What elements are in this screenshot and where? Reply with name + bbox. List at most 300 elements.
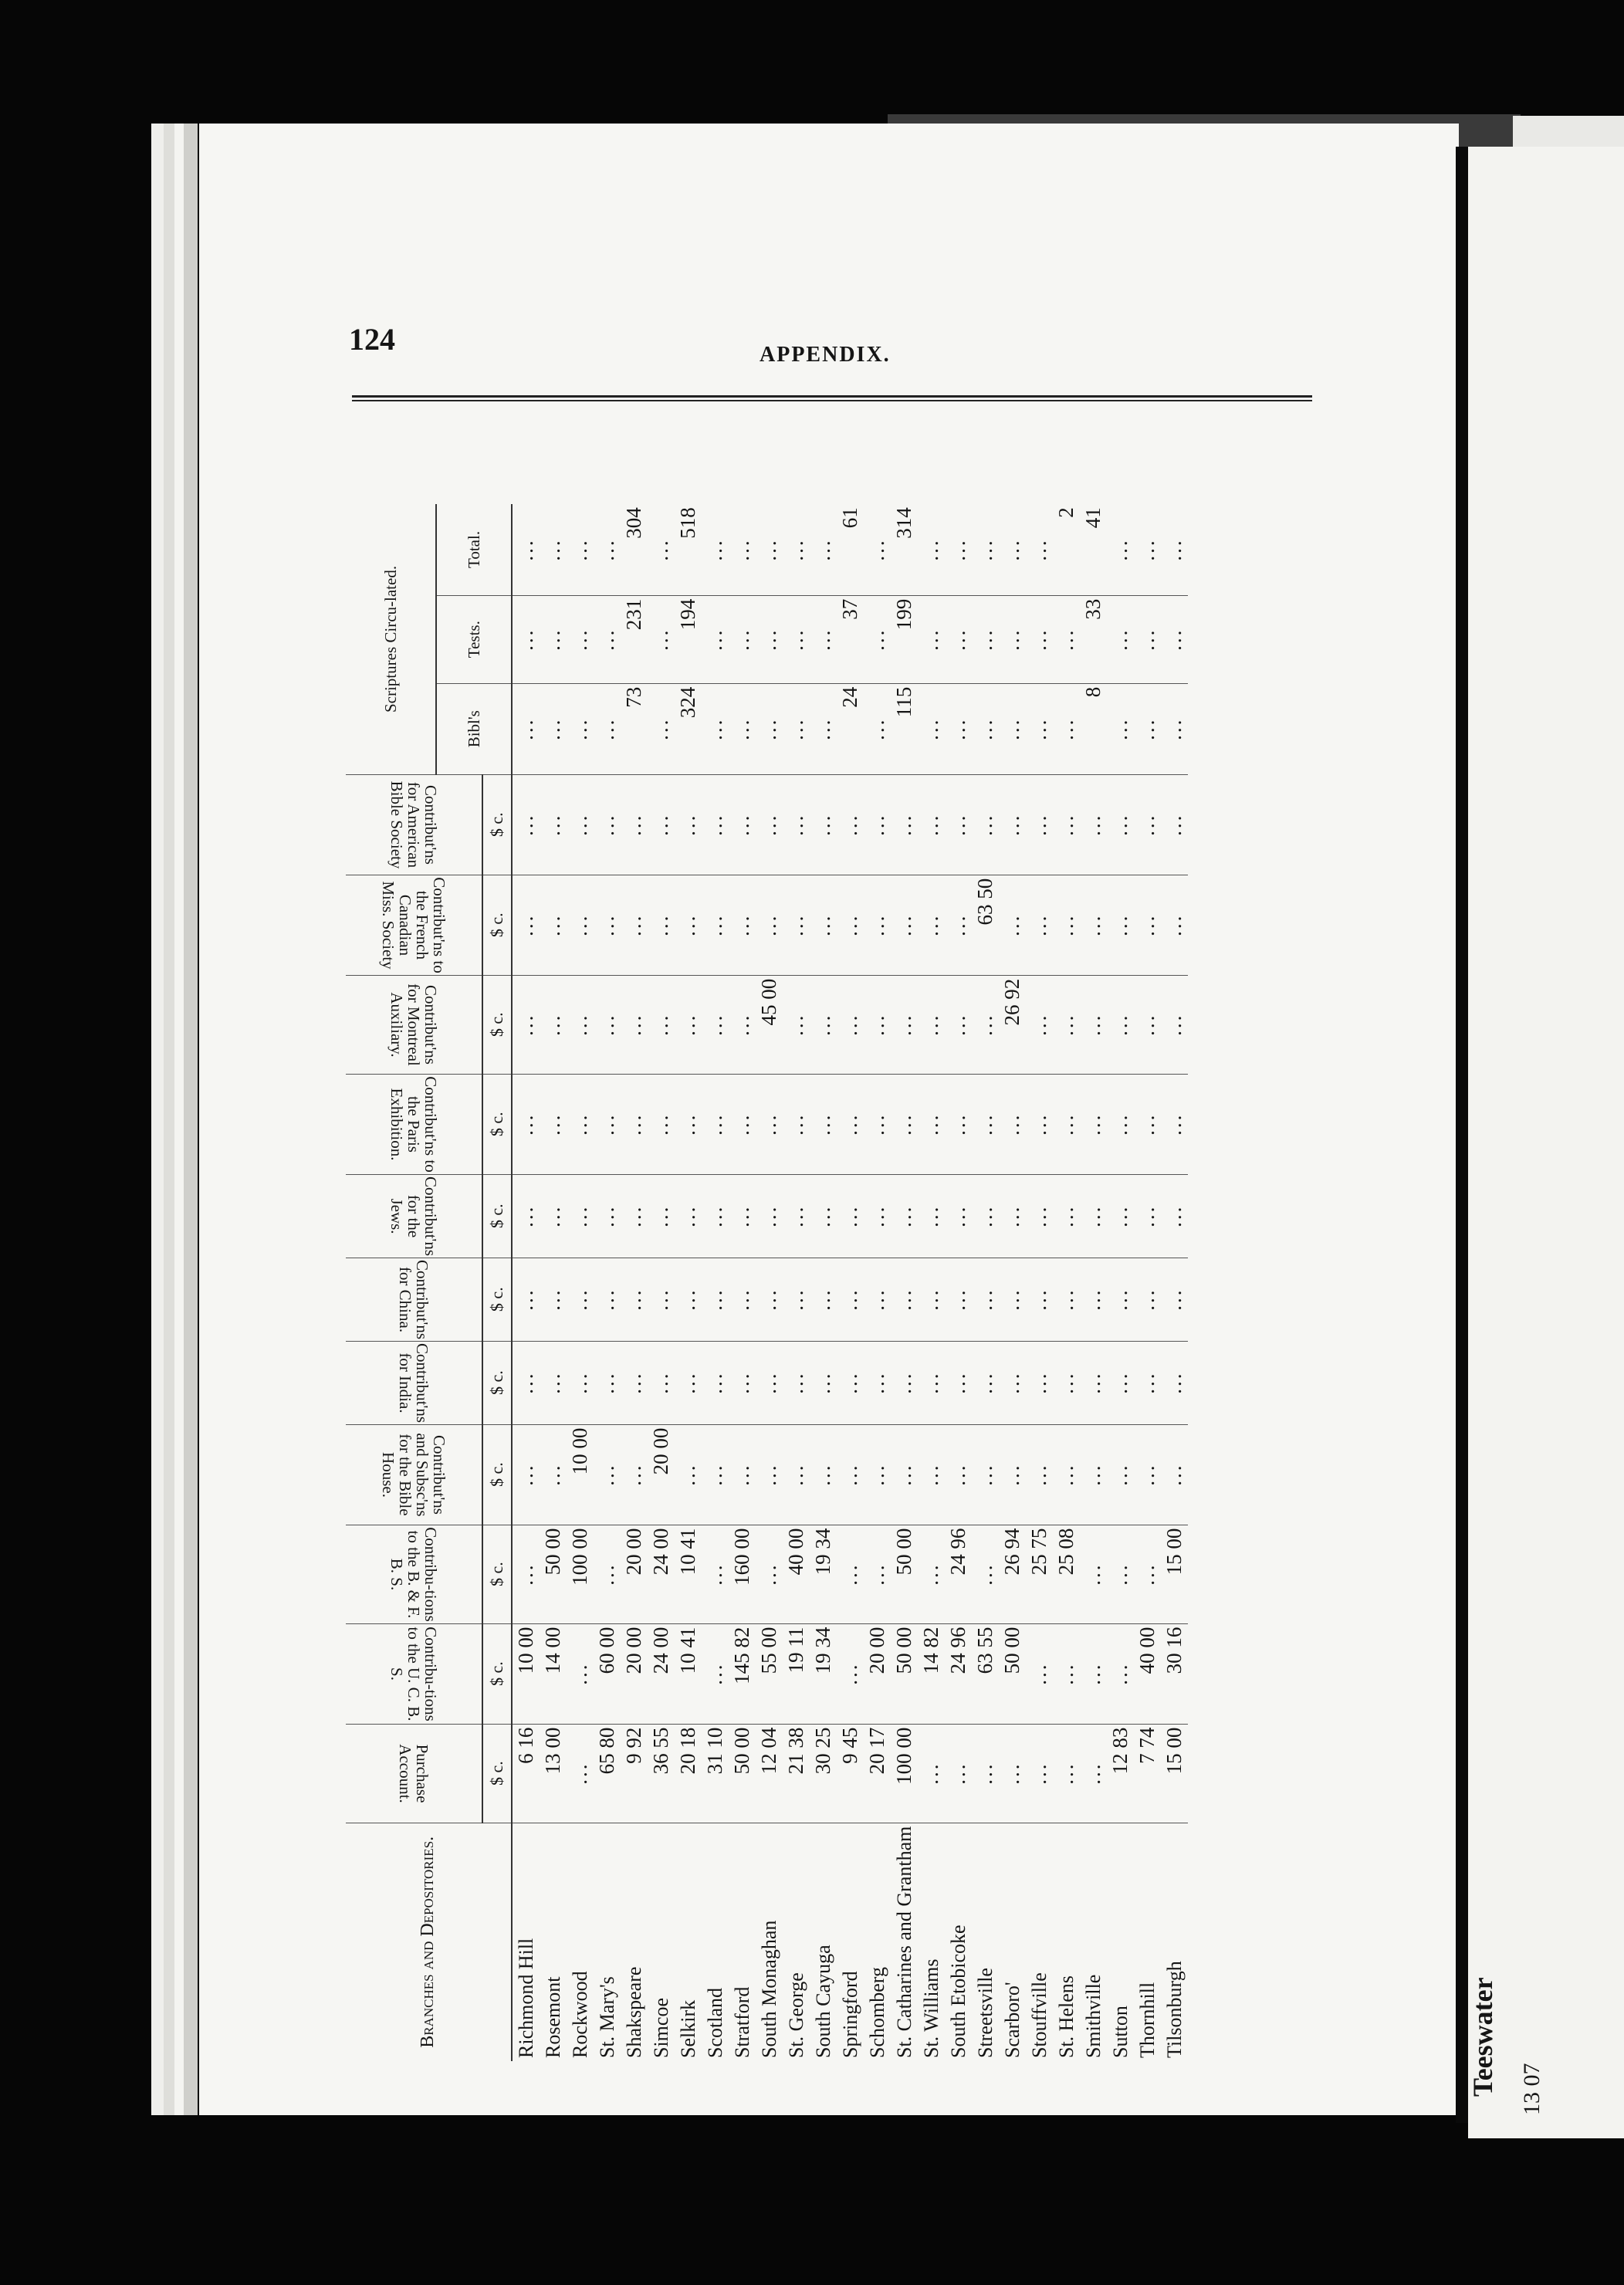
table-cell: ... <box>918 1341 945 1424</box>
table-cell: ... <box>1107 683 1134 774</box>
table-cell: ... <box>945 875 972 975</box>
table-cell: ... <box>675 875 702 975</box>
table-cell: ... <box>729 683 756 774</box>
table-cell: 314 <box>891 504 918 595</box>
table-cell: ... <box>594 1424 621 1525</box>
table-row <box>1026 504 1053 2061</box>
table-cell: ... <box>891 875 918 975</box>
table-cell: ... <box>999 1724 1026 1823</box>
facing-page-word: Teeswater <box>1467 1977 1498 2097</box>
table-cell: ... <box>1107 875 1134 975</box>
table-cell: ... <box>837 1341 864 1424</box>
table-cell: ... <box>512 504 540 595</box>
table-cell: ... <box>675 774 702 875</box>
table-cell: ... <box>729 1074 756 1174</box>
table-cell: 115 <box>891 683 918 774</box>
table-cell: 15 00 <box>1161 1525 1188 1623</box>
table-cell: ... <box>864 774 891 875</box>
table-row <box>837 504 864 2061</box>
table-cell: 10 00 <box>512 1623 540 1724</box>
table-cell: ... <box>999 504 1026 595</box>
table-cell: ... <box>999 1258 1026 1341</box>
table-cell: 9 92 <box>621 1724 648 1823</box>
table-cell: ... <box>1026 1258 1053 1341</box>
table-cell: ... <box>512 1341 540 1424</box>
table-cell: ... <box>1080 1341 1107 1424</box>
table-cell: ... <box>1080 1623 1107 1724</box>
table-cell: ... <box>891 1424 918 1525</box>
table-cell: ... <box>864 595 891 683</box>
table-cell: ... <box>972 774 999 875</box>
table-cell: 60 00 <box>594 1623 621 1724</box>
table-cell: ... <box>512 1174 540 1258</box>
table-cell: ... <box>918 595 945 683</box>
table-cell: ... <box>702 1074 729 1174</box>
column-header <box>346 1074 482 1174</box>
header-row <box>346 504 436 2061</box>
table-cell: 50 00 <box>729 1724 756 1823</box>
table-row <box>1107 504 1134 2061</box>
table-row <box>594 504 621 2061</box>
table-cell: 25 08 <box>1053 1525 1080 1623</box>
table-cell: ... <box>648 1174 675 1258</box>
table-cell: ... <box>756 875 783 975</box>
table-cell: ... <box>1053 595 1080 683</box>
table-cell: ... <box>675 975 702 1074</box>
table-row <box>567 504 594 2061</box>
table-cell: ... <box>945 1074 972 1174</box>
table-cell: ... <box>1134 1074 1161 1174</box>
scriptures-subheader: Tests. <box>436 595 512 683</box>
table-cell: ... <box>1161 1341 1188 1424</box>
table-cell: ... <box>1161 504 1188 595</box>
table-body <box>512 504 1188 2061</box>
table-cell: ... <box>999 875 1026 975</box>
table-row <box>864 504 891 2061</box>
table-cell: ... <box>567 774 594 875</box>
table-cell: ... <box>1053 1174 1080 1258</box>
table-cell: ... <box>1134 595 1161 683</box>
table-cell: ... <box>918 1074 945 1174</box>
table-cell: ... <box>891 1074 918 1174</box>
table-cell: 24 96 <box>945 1525 972 1623</box>
table-cell: 24 96 <box>945 1623 972 1724</box>
table-cell: ... <box>945 1341 972 1424</box>
facing-page <box>1468 147 1624 2138</box>
table-cell: ... <box>783 1341 810 1424</box>
table-cell: ... <box>891 774 918 875</box>
table-cell: ... <box>1107 1258 1134 1341</box>
branch-name: Sutton <box>1108 2006 1132 2058</box>
table-row <box>972 504 999 2061</box>
table-cell: ... <box>1107 1525 1134 1623</box>
branch-name: St. Helens <box>1054 1975 1078 2058</box>
table-cell: ... <box>675 1258 702 1341</box>
table-cell: ... <box>540 504 567 595</box>
table-cell: ... <box>891 1174 918 1258</box>
table-cell: ... <box>621 774 648 875</box>
table-cell: 26 94 <box>999 1525 1026 1623</box>
table-cell: 194 <box>675 595 702 683</box>
table-cell: ... <box>810 774 837 875</box>
table-cell: ... <box>1134 975 1161 1074</box>
table-cell: ... <box>783 1074 810 1174</box>
table-cell: ... <box>918 504 945 595</box>
table-cell: ... <box>594 875 621 975</box>
table-cell: ... <box>837 774 864 875</box>
table-cell: ... <box>999 595 1026 683</box>
table-row <box>1134 504 1161 2061</box>
table-cell: ... <box>918 1424 945 1525</box>
table-cell: ... <box>594 504 621 595</box>
table-cell: ... <box>702 774 729 875</box>
table-cell: ... <box>783 1258 810 1341</box>
table-cell: ... <box>1053 1424 1080 1525</box>
column-header <box>346 1341 482 1424</box>
table-cell: ... <box>756 683 783 774</box>
table-cell: 20 17 <box>864 1724 891 1823</box>
branch-name: Smithville <box>1081 1974 1105 2058</box>
table-cell: ... <box>918 975 945 1074</box>
table-cell: ... <box>512 595 540 683</box>
table-cell: ... <box>1161 1424 1188 1525</box>
table-cell: ... <box>594 1174 621 1258</box>
table-cell: ... <box>999 1424 1026 1525</box>
branch-name: Streetsville <box>973 1968 996 2058</box>
table-cell: ... <box>945 1174 972 1258</box>
table-cell: 50 00 <box>999 1623 1026 1724</box>
table-cell: ... <box>837 1623 864 1724</box>
table-cell: 304 <box>621 504 648 595</box>
table-cell: ... <box>540 1341 567 1424</box>
table-cell: ... <box>756 1074 783 1174</box>
table-cell: ... <box>540 875 567 975</box>
table-cell: ... <box>1161 1074 1188 1174</box>
table-cell: ... <box>675 1424 702 1525</box>
branch-name: Shakspeare <box>622 1966 645 2058</box>
table-cell: ... <box>512 1424 540 1525</box>
column-header <box>346 1623 482 1724</box>
table-cell: ... <box>1107 1174 1134 1258</box>
column-header-label: Contribut'ns to the Paris Exhibition. <box>387 1075 441 1173</box>
table-cell: ... <box>756 1525 783 1623</box>
table-cell: ... <box>1080 1074 1107 1174</box>
branch-name: Scarboro' <box>1000 1982 1023 2058</box>
table-cell: ... <box>1161 595 1188 683</box>
table-cell: ... <box>837 1258 864 1341</box>
table-cell: 50 00 <box>891 1623 918 1724</box>
table-cell: ... <box>702 683 729 774</box>
column-header-label: Contribut'ns for Montreal Auxiliary. <box>387 983 441 1066</box>
branch-name: Springford <box>838 1971 861 2058</box>
scriptures-subheader: Total. <box>436 504 512 595</box>
table-cell: 30 25 <box>810 1724 837 1823</box>
table-cell: ... <box>621 1258 648 1341</box>
table-cell: ... <box>810 875 837 975</box>
table-cell: ... <box>972 683 999 774</box>
branch-name: Stratford <box>730 1986 753 2058</box>
table-cell: ... <box>918 683 945 774</box>
column-header-label: Contribut'ns for the Jews. <box>387 1176 441 1256</box>
table-cell: ... <box>1026 1424 1053 1525</box>
table-cell: ... <box>1026 1174 1053 1258</box>
column-header-label: Contribut'ns for American Bible Society <box>387 780 441 869</box>
table-cell: ... <box>945 595 972 683</box>
table-cell: ... <box>1080 1525 1107 1623</box>
table-cell: ... <box>702 1525 729 1623</box>
table-cell: ... <box>837 875 864 975</box>
table-cell: 50 00 <box>540 1525 567 1623</box>
table-cell: ... <box>972 1341 999 1424</box>
table-cell: ... <box>864 875 891 975</box>
table-cell: ... <box>756 1174 783 1258</box>
running-head: APPENDIX. <box>760 343 891 367</box>
column-header-label: Purchase Account. <box>396 1743 432 1803</box>
table-cell: ... <box>891 1258 918 1341</box>
table-cell: 199 <box>891 595 918 683</box>
column-header-label: Contribut'ns to the French Canadian Miss. Society <box>378 876 449 973</box>
table-cell: ... <box>756 1424 783 1525</box>
table-cell: 19 11 <box>783 1623 810 1724</box>
table-cell: ... <box>567 683 594 774</box>
table-cell: ... <box>567 1074 594 1174</box>
table-cell: 20 00 <box>648 1424 675 1525</box>
table-cell: ... <box>918 1174 945 1258</box>
table-cell: ... <box>1080 975 1107 1074</box>
table-cell: ... <box>918 875 945 975</box>
table-cell: ... <box>810 975 837 1074</box>
table-row <box>891 504 918 2061</box>
table-cell: ... <box>621 975 648 1074</box>
table-cell: ... <box>837 1074 864 1174</box>
table-cell: ... <box>972 1258 999 1341</box>
column-header <box>346 1424 482 1525</box>
table-cell: ... <box>837 1174 864 1258</box>
table-cell: ... <box>1026 975 1053 1074</box>
table-cell: ... <box>1053 1341 1080 1424</box>
table-cell: 13 00 <box>540 1724 567 1823</box>
table-cell: ... <box>594 683 621 774</box>
table-cell: 26 92 <box>999 975 1026 1074</box>
table-cell: ... <box>1134 1341 1161 1424</box>
table-cell: 20 00 <box>864 1623 891 1724</box>
table-cell: ... <box>540 774 567 875</box>
table-cell: ... <box>729 875 756 975</box>
branch-name: South Monaghan <box>757 1920 780 2058</box>
table-cell: 2 <box>1053 504 1080 595</box>
table-cell: ... <box>1026 595 1053 683</box>
table-row <box>918 504 945 2061</box>
currency-label: $ c. <box>482 1258 512 1341</box>
table-cell: 55 00 <box>756 1623 783 1724</box>
branch-name: Selkirk <box>676 1999 699 2058</box>
table-cell: 12 04 <box>756 1724 783 1823</box>
table-cell: 100 00 <box>891 1724 918 1823</box>
table-cell: ... <box>621 1174 648 1258</box>
table-cell: ... <box>729 1341 756 1424</box>
table-cell: ... <box>1161 774 1188 875</box>
table-row <box>702 504 729 2061</box>
table-cell: 231 <box>621 595 648 683</box>
column-header <box>346 1724 482 1823</box>
table-cell: ... <box>540 1258 567 1341</box>
table-cell: 324 <box>675 683 702 774</box>
table-cell: 14 82 <box>918 1623 945 1724</box>
table-cell: ... <box>945 1258 972 1341</box>
table-cell: 40 00 <box>783 1525 810 1623</box>
table-cell: ... <box>648 595 675 683</box>
table-cell: 41 <box>1080 504 1107 595</box>
table-cell: ... <box>864 1341 891 1424</box>
table-cell: ... <box>810 504 837 595</box>
table-row <box>783 504 810 2061</box>
table-cell: ... <box>810 1424 837 1525</box>
contributions-table <box>346 504 1188 2061</box>
table-cell: ... <box>729 504 756 595</box>
table-cell: ... <box>864 683 891 774</box>
table-cell: ... <box>864 1525 891 1623</box>
table-cell: ... <box>512 683 540 774</box>
table-cell: ... <box>648 1341 675 1424</box>
column-header <box>346 1174 482 1258</box>
table-cell: ... <box>1107 1424 1134 1525</box>
table-cell: 40 00 <box>1134 1623 1161 1724</box>
table-cell: ... <box>999 1341 1026 1424</box>
table-cell: ... <box>512 875 540 975</box>
table-cell: ... <box>1053 1623 1080 1724</box>
table-cell: ... <box>702 1341 729 1424</box>
table-cell: 15 00 <box>1161 1724 1188 1823</box>
table-row <box>540 504 567 2061</box>
page-edge <box>184 124 198 2115</box>
table-cell: ... <box>918 1724 945 1823</box>
table-row <box>945 504 972 2061</box>
table-cell: ... <box>1134 1258 1161 1341</box>
table-cell: 14 00 <box>540 1623 567 1724</box>
table-row <box>648 504 675 2061</box>
table-cell: ... <box>621 875 648 975</box>
table-cell: ... <box>1134 683 1161 774</box>
table-cell: ... <box>783 875 810 975</box>
table-cell: ... <box>972 1724 999 1823</box>
table-cell: ... <box>702 1174 729 1258</box>
table-cell: ... <box>783 504 810 595</box>
table-cell: ... <box>1053 774 1080 875</box>
table-cell: ... <box>864 1424 891 1525</box>
table-cell: 36 55 <box>648 1724 675 1823</box>
column-header <box>346 774 482 875</box>
table-cell: ... <box>810 1341 837 1424</box>
table-cell: ... <box>756 774 783 875</box>
table-cell: ... <box>1134 774 1161 875</box>
table-cell: ... <box>945 683 972 774</box>
table-cell: ... <box>891 975 918 1074</box>
table-cell: ... <box>1107 595 1134 683</box>
table-cell: ... <box>1161 875 1188 975</box>
table-cell: ... <box>837 1424 864 1525</box>
table-cell: ... <box>783 975 810 1074</box>
table-cell: ... <box>594 774 621 875</box>
table-row <box>1161 504 1188 2061</box>
facing-page-number: 13 07 <box>1519 2063 1544 2115</box>
column-header-label: Contribu-tions to the B. & F. B. S. <box>387 1526 441 1622</box>
table-cell: ... <box>1080 1174 1107 1258</box>
table-cell: ... <box>567 1724 594 1823</box>
currency-label: $ c. <box>482 1623 512 1724</box>
table-cell: ... <box>567 1258 594 1341</box>
table-cell: ... <box>864 1174 891 1258</box>
table-cell: ... <box>756 1341 783 1424</box>
branch-name: St. George <box>784 1972 807 2058</box>
table-cell: ... <box>810 1258 837 1341</box>
table-cell: ... <box>702 1623 729 1724</box>
table-cell: ... <box>567 595 594 683</box>
scriptures-header: Scriptures Circu-lated. <box>346 504 436 774</box>
branch-name: Rosemont <box>541 1976 564 2058</box>
table-cell: ... <box>1134 875 1161 975</box>
table-cell: ... <box>1134 504 1161 595</box>
table-cell: 63 55 <box>972 1623 999 1724</box>
table-cell: ... <box>702 1258 729 1341</box>
table-cell: ... <box>702 975 729 1074</box>
table-cell: ... <box>1053 1258 1080 1341</box>
branch-header: Branches and Depositories. <box>346 1823 512 2061</box>
table-cell: ... <box>512 1258 540 1341</box>
table-cell: ... <box>1134 1525 1161 1623</box>
table-cell: ... <box>1134 1174 1161 1258</box>
table-cell: ... <box>675 1341 702 1424</box>
table-cell: ... <box>810 595 837 683</box>
table-cell: ... <box>810 683 837 774</box>
table-cell: ... <box>945 1424 972 1525</box>
currency-label: $ c. <box>482 1525 512 1623</box>
table-cell: ... <box>1107 1074 1134 1174</box>
branch-name: South Cayuga <box>811 1945 834 2058</box>
table-cell: ... <box>1053 975 1080 1074</box>
table-cell: 21 38 <box>783 1724 810 1823</box>
table-cell: ... <box>729 1258 756 1341</box>
table-cell: ... <box>837 1525 864 1623</box>
rotated-table-frame <box>346 401 1308 2061</box>
table-cell: 63 50 <box>972 875 999 975</box>
table-cell: 20 00 <box>621 1525 648 1623</box>
table-cell: ... <box>567 1341 594 1424</box>
table-cell: ... <box>1107 975 1134 1074</box>
branch-name: Rockwood <box>568 1971 591 2058</box>
table-cell: 12 83 <box>1107 1724 1134 1823</box>
table-cell: ... <box>972 975 999 1074</box>
table-cell: 10 00 <box>567 1424 594 1525</box>
table-cell: ... <box>837 975 864 1074</box>
table-row <box>810 504 837 2061</box>
branch-name: St. Williams <box>919 1958 942 2058</box>
table-cell: 19 34 <box>810 1623 837 1724</box>
top-rule <box>352 395 1312 398</box>
table-cell: 145 82 <box>729 1623 756 1724</box>
table-cell: 518 <box>675 504 702 595</box>
table-cell: ... <box>621 1074 648 1174</box>
table-cell: 50 00 <box>891 1525 918 1623</box>
branch-name: St. Mary's <box>595 1976 618 2058</box>
table-cell: ... <box>729 1174 756 1258</box>
table-cell: ... <box>972 595 999 683</box>
column-header <box>346 975 482 1074</box>
page-number: 124 <box>349 322 395 357</box>
table-cell: 10 41 <box>675 1623 702 1724</box>
table-cell: ... <box>1107 1341 1134 1424</box>
column-header <box>346 1525 482 1623</box>
table-cell: ... <box>972 1174 999 1258</box>
